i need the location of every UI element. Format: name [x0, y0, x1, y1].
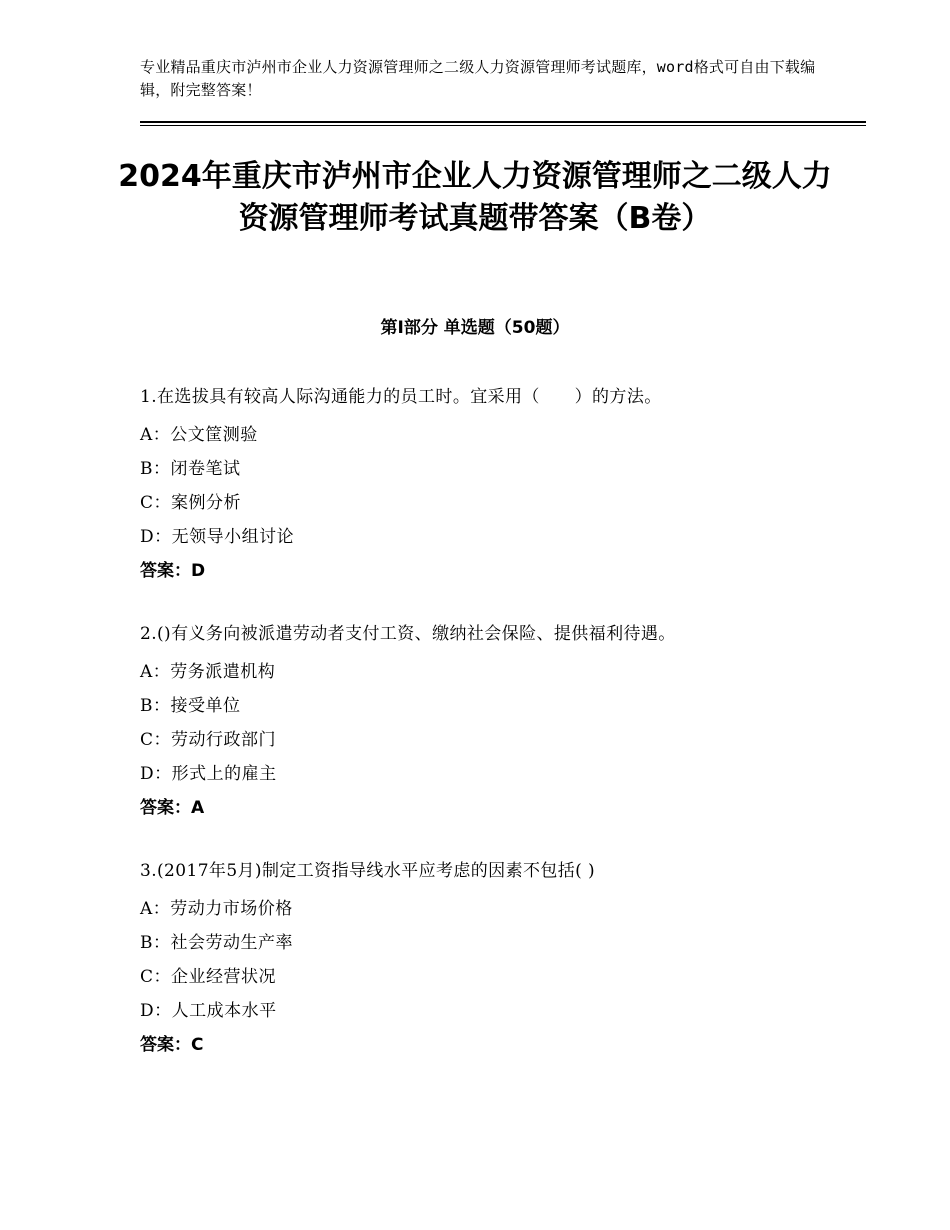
option-d: D：无领导小组讨论 [140, 527, 295, 547]
option-b: B：社会劳动生产率 [140, 933, 293, 953]
document-title: 2024年重庆市泸州市企业人力资源管理师之二级人力资源管理师考试真题带答案（B卷） [118, 159, 832, 236]
option-c: C：案例分析 [140, 493, 242, 513]
question-list [140, 384, 820, 1095]
question-text: 2.()有义务向被派遣劳动者支付工资、缴纳社会保险、提供福利待遇。 [140, 624, 676, 644]
question-1 [140, 384, 820, 588]
header-note: 专业精品重庆市泸州市企业人力资源管理师之二级人力资源管理师考试题库，word格式可自由下载编辑，附完整答案！ [140, 58, 816, 99]
answer-label: 答案：D [140, 561, 206, 581]
option-a: A：劳动力市场价格 [140, 899, 293, 919]
header-divider-thin [140, 125, 866, 126]
option-b: B：闭卷笔试 [140, 459, 241, 479]
header-divider [140, 121, 866, 123]
question-2 [140, 621, 820, 825]
option-b: B：接受单位 [140, 696, 241, 716]
option-a: A：劳务派遣机构 [140, 662, 276, 682]
question-text: 3.(2017年5月)制定工资指导线水平应考虑的因素不包括( ) [140, 861, 596, 881]
section-title: 第Ⅰ部分 单选题（50题） [380, 318, 570, 338]
option-c: C：企业经营状况 [140, 967, 277, 987]
question-3 [140, 858, 820, 1062]
option-d: D：形式上的雇主 [140, 764, 277, 784]
question-text: 1.在选拔具有较高人际沟通能力的员工时。宜采用（ ）的方法。 [140, 387, 662, 407]
option-d: D：人工成本水平 [140, 1001, 277, 1021]
answer-label: 答案：A [140, 798, 205, 818]
answer-label: 答案：C [140, 1035, 204, 1055]
option-c: C：劳动行政部门 [140, 730, 277, 750]
option-a: A：公文筐测验 [140, 425, 258, 445]
